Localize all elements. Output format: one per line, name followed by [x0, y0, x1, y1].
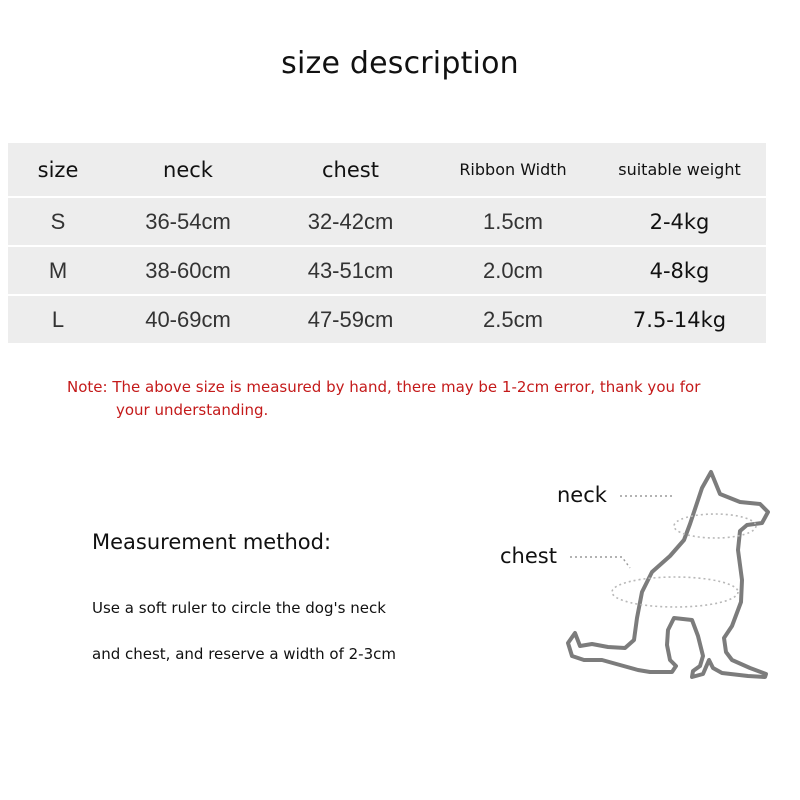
chest-leader-line [570, 557, 630, 568]
cell-chest: 32-42cm [268, 198, 433, 245]
dog-measurement-diagram [470, 460, 790, 690]
table-header-row [8, 143, 766, 196]
header-neck: neck [108, 143, 268, 196]
measurement-note [67, 376, 727, 422]
chest-label: chest [500, 544, 557, 568]
measurement-instruction-line-2: and chest, and reserve a width of 2-3cm [92, 645, 396, 663]
neck-label: neck [557, 483, 607, 507]
header-size: size [8, 143, 108, 196]
cell-weight: 2-4kg [593, 198, 766, 245]
table-row [8, 247, 766, 294]
size-table [8, 141, 766, 345]
page-title: size description [281, 46, 519, 81]
note-line-2: your understanding. [116, 401, 269, 419]
cell-ribbon-width: 2.5cm [433, 296, 593, 343]
header-ribbon-width: Ribbon Width [433, 143, 593, 196]
cell-ribbon-width: 1.5cm [433, 198, 593, 245]
note-line-1: Note: The above size is measured by hand, there may be 1-2cm error, thank you for [67, 378, 701, 396]
measurement-method-title: Measurement method: [92, 530, 332, 554]
cell-neck: 40-69cm [108, 296, 268, 343]
cell-size: L [8, 296, 108, 343]
cell-weight: 7.5-14kg [593, 296, 766, 343]
header-suitable-weight: suitable weight [593, 143, 766, 196]
cell-size: S [8, 198, 108, 245]
table-row [8, 296, 766, 343]
cell-chest: 43-51cm [268, 247, 433, 294]
cell-chest: 47-59cm [268, 296, 433, 343]
cell-weight: 4-8kg [593, 247, 766, 294]
cell-ribbon-width: 2.0cm [433, 247, 593, 294]
measurement-instruction-line-1: Use a soft ruler to circle the dog's neck [92, 599, 386, 617]
header-chest: chest [268, 143, 433, 196]
cell-size: M [8, 247, 108, 294]
table-row [8, 198, 766, 245]
cell-neck: 36-54cm [108, 198, 268, 245]
cell-neck: 38-60cm [108, 247, 268, 294]
